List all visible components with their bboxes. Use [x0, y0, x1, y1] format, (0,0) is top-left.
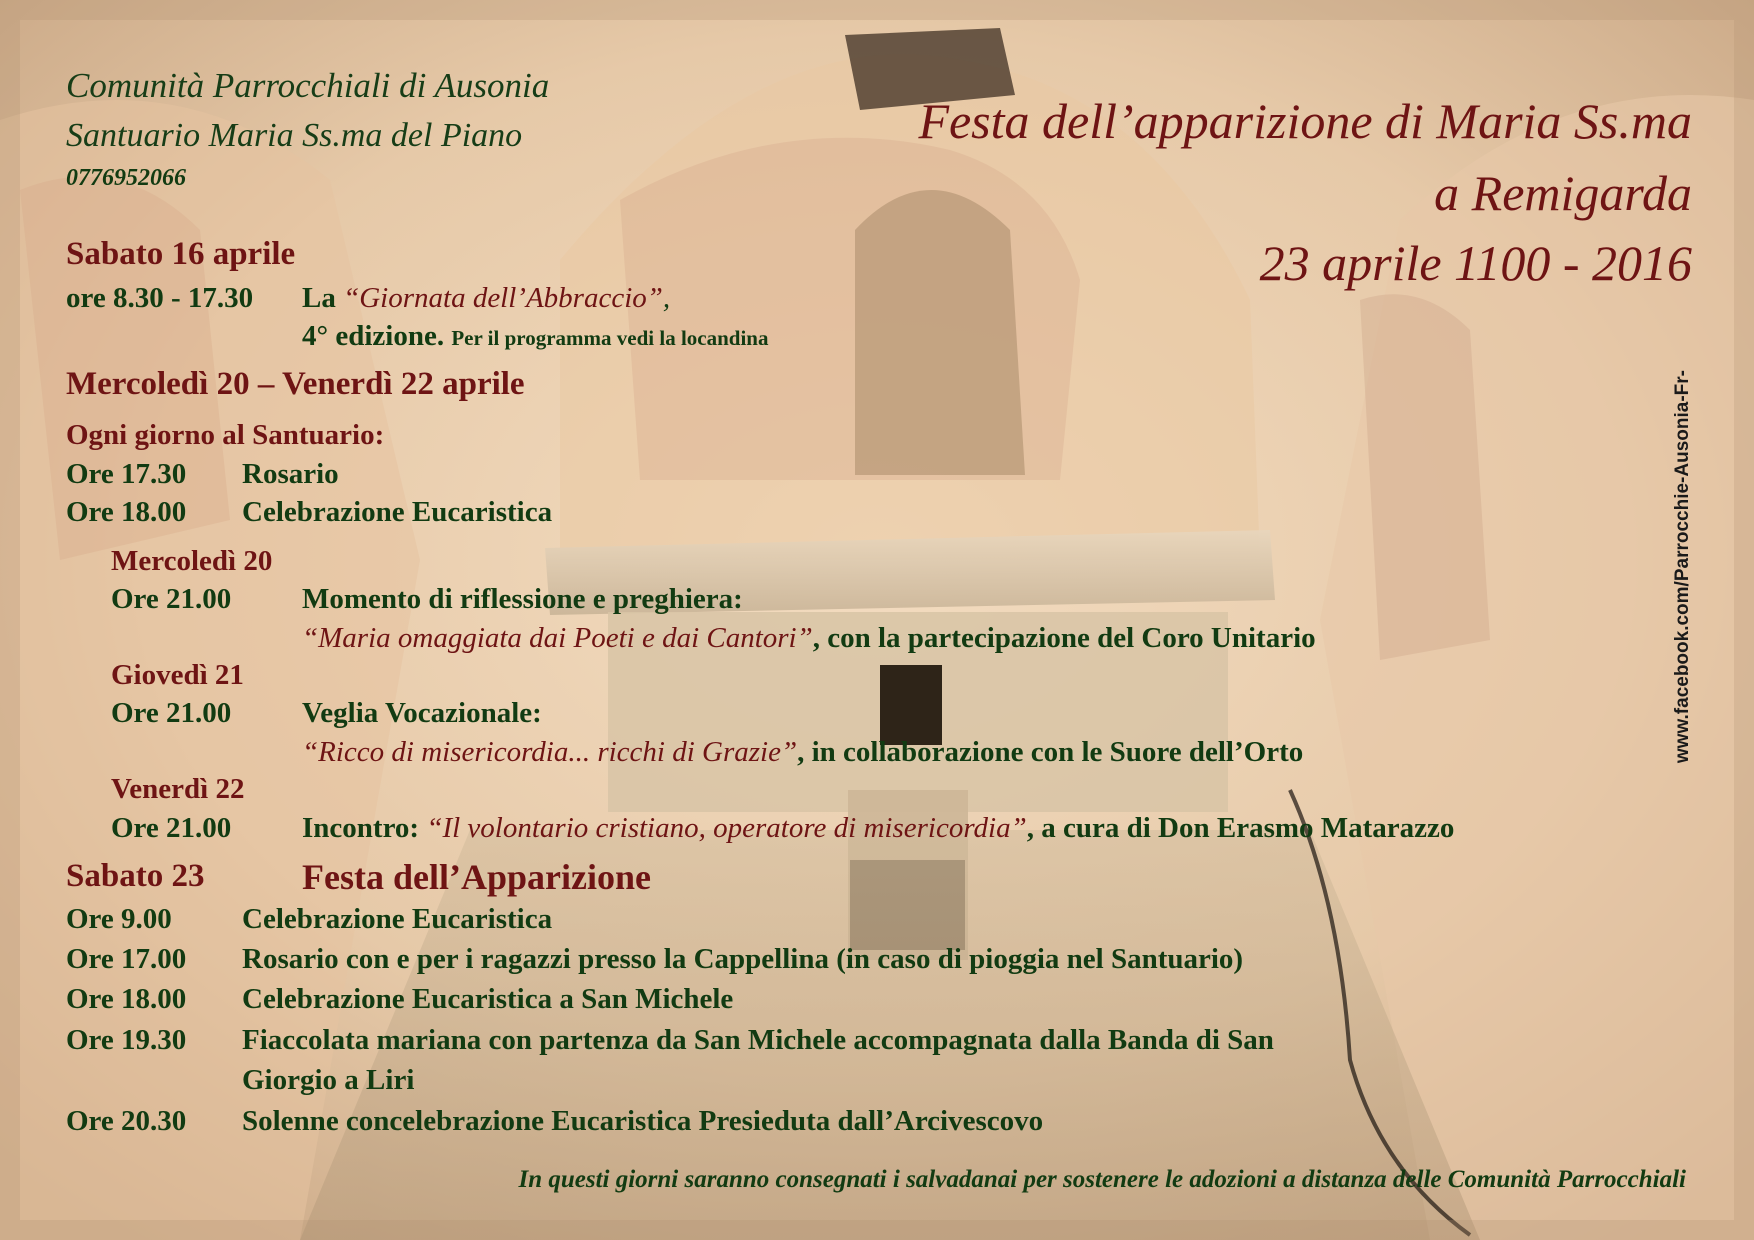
wed-detail [302, 622, 1316, 655]
daily-time: Ore 17.30 [66, 458, 187, 490]
sabato16-quote: “Giornata dell’Abbraccio” [343, 282, 663, 314]
sabato16-text-b: , [662, 282, 671, 314]
sabato16-event [302, 282, 670, 315]
fri-time: Ore 21.00 [111, 812, 232, 844]
wed-time: Ore 21.00 [111, 583, 232, 615]
sab23-text: Celebrazione Eucaristica [242, 903, 553, 935]
sab23-text-continued: Giorgio a Liri [242, 1064, 415, 1096]
daily-row [66, 458, 186, 491]
daily-label: Ogni giorno al Santuario: [66, 419, 385, 451]
fri-quote: “Il volontario cristiano, operatore di misericordia” [426, 812, 1027, 844]
daily-text: Rosario [242, 458, 339, 490]
phone-number: 0776952066 [66, 165, 186, 191]
sabato16-text-a: La [302, 282, 336, 314]
title-line-2: a Remigarda [1434, 165, 1692, 221]
day-sabato-16: Sabato 16 aprile [66, 236, 296, 272]
sab23-text: Celebrazione Eucaristica a San Michele [242, 983, 734, 1015]
daily-time: Ore 18.00 [66, 496, 187, 528]
day-mercoledi: Mercoledì 20 [111, 545, 273, 577]
sabato16-edition-line [302, 320, 768, 353]
fri-detail [302, 812, 1454, 845]
wed-quote: “Maria omaggiata dai Poeti e dai Cantori” [302, 622, 813, 654]
day-sabato-23: Sabato 23 [66, 858, 205, 894]
sab23-time: Ore 20.30 [66, 1105, 187, 1137]
sab23-text: Solenne concelebrazione Eucaristica Presieduta dall’Arcivescovo [242, 1105, 1044, 1137]
thu-text: Veglia Vocazionale: [302, 697, 542, 729]
title-line-3: 23 aprile 1100 - 2016 [1259, 235, 1692, 291]
sab23-text: Fiaccolata mariana con partenza da San Michele accompagnata dalla Banda di San [242, 1024, 1274, 1056]
thu-rest: , in collaborazione con le Suore dell’Orto [797, 736, 1304, 768]
title-line-1: Festa dell’apparizione di Maria Ss.ma [918, 93, 1692, 149]
fri-text: Incontro: [302, 812, 420, 844]
sanctuary-name: Santuario Maria Ss.ma del Piano [66, 117, 523, 154]
footer-note: In questi giorni saranno consegnati i salvadanai per sostenere le adozioni a distanza delle Comunità Parrocchiali [518, 1166, 1686, 1193]
fri-rest: , a cura di Don Erasmo Matarazzo [1026, 812, 1455, 844]
org-name: Comunità Parrocchiali di Ausonia [66, 66, 550, 105]
sab23-time: Ore 18.00 [66, 983, 187, 1015]
sabato16-edition: 4° edizione. [302, 320, 445, 352]
thu-quote: “Ricco di misericordia... ricchi di Grazie” [302, 736, 798, 768]
day-week-range: Mercoledì 20 – Venerdì 22 aprile [66, 366, 525, 402]
sab23-time: Ore 9.00 [66, 903, 172, 935]
daily-text: Celebrazione Eucaristica [242, 496, 553, 528]
day-giovedi: Giovedì 21 [111, 659, 244, 691]
wed-rest: , con la partecipazione del Coro Unitario [812, 622, 1316, 654]
day-venerdi: Venerdì 22 [111, 773, 245, 805]
sab23-text: Rosario con e per i ragazzi presso la Cappellina (in caso di pioggia nel Santuario) [242, 943, 1244, 975]
facebook-url: www.facebook.com/Parrocchie-Ausonia-Fr- [1672, 370, 1693, 764]
festa-apparizione-title: Festa dell’Apparizione [302, 857, 651, 897]
sab23-time: Ore 19.30 [66, 1024, 187, 1056]
sab23-time: Ore 17.00 [66, 943, 187, 975]
sabato16-note: Per il programma vedi la locandina [451, 326, 769, 350]
thu-time: Ore 21.00 [111, 697, 232, 729]
sabato16-time: ore 8.30 - 17.30 [66, 282, 254, 314]
thu-detail [302, 736, 1303, 769]
wed-text: Momento di riflessione e preghiera: [302, 583, 743, 615]
